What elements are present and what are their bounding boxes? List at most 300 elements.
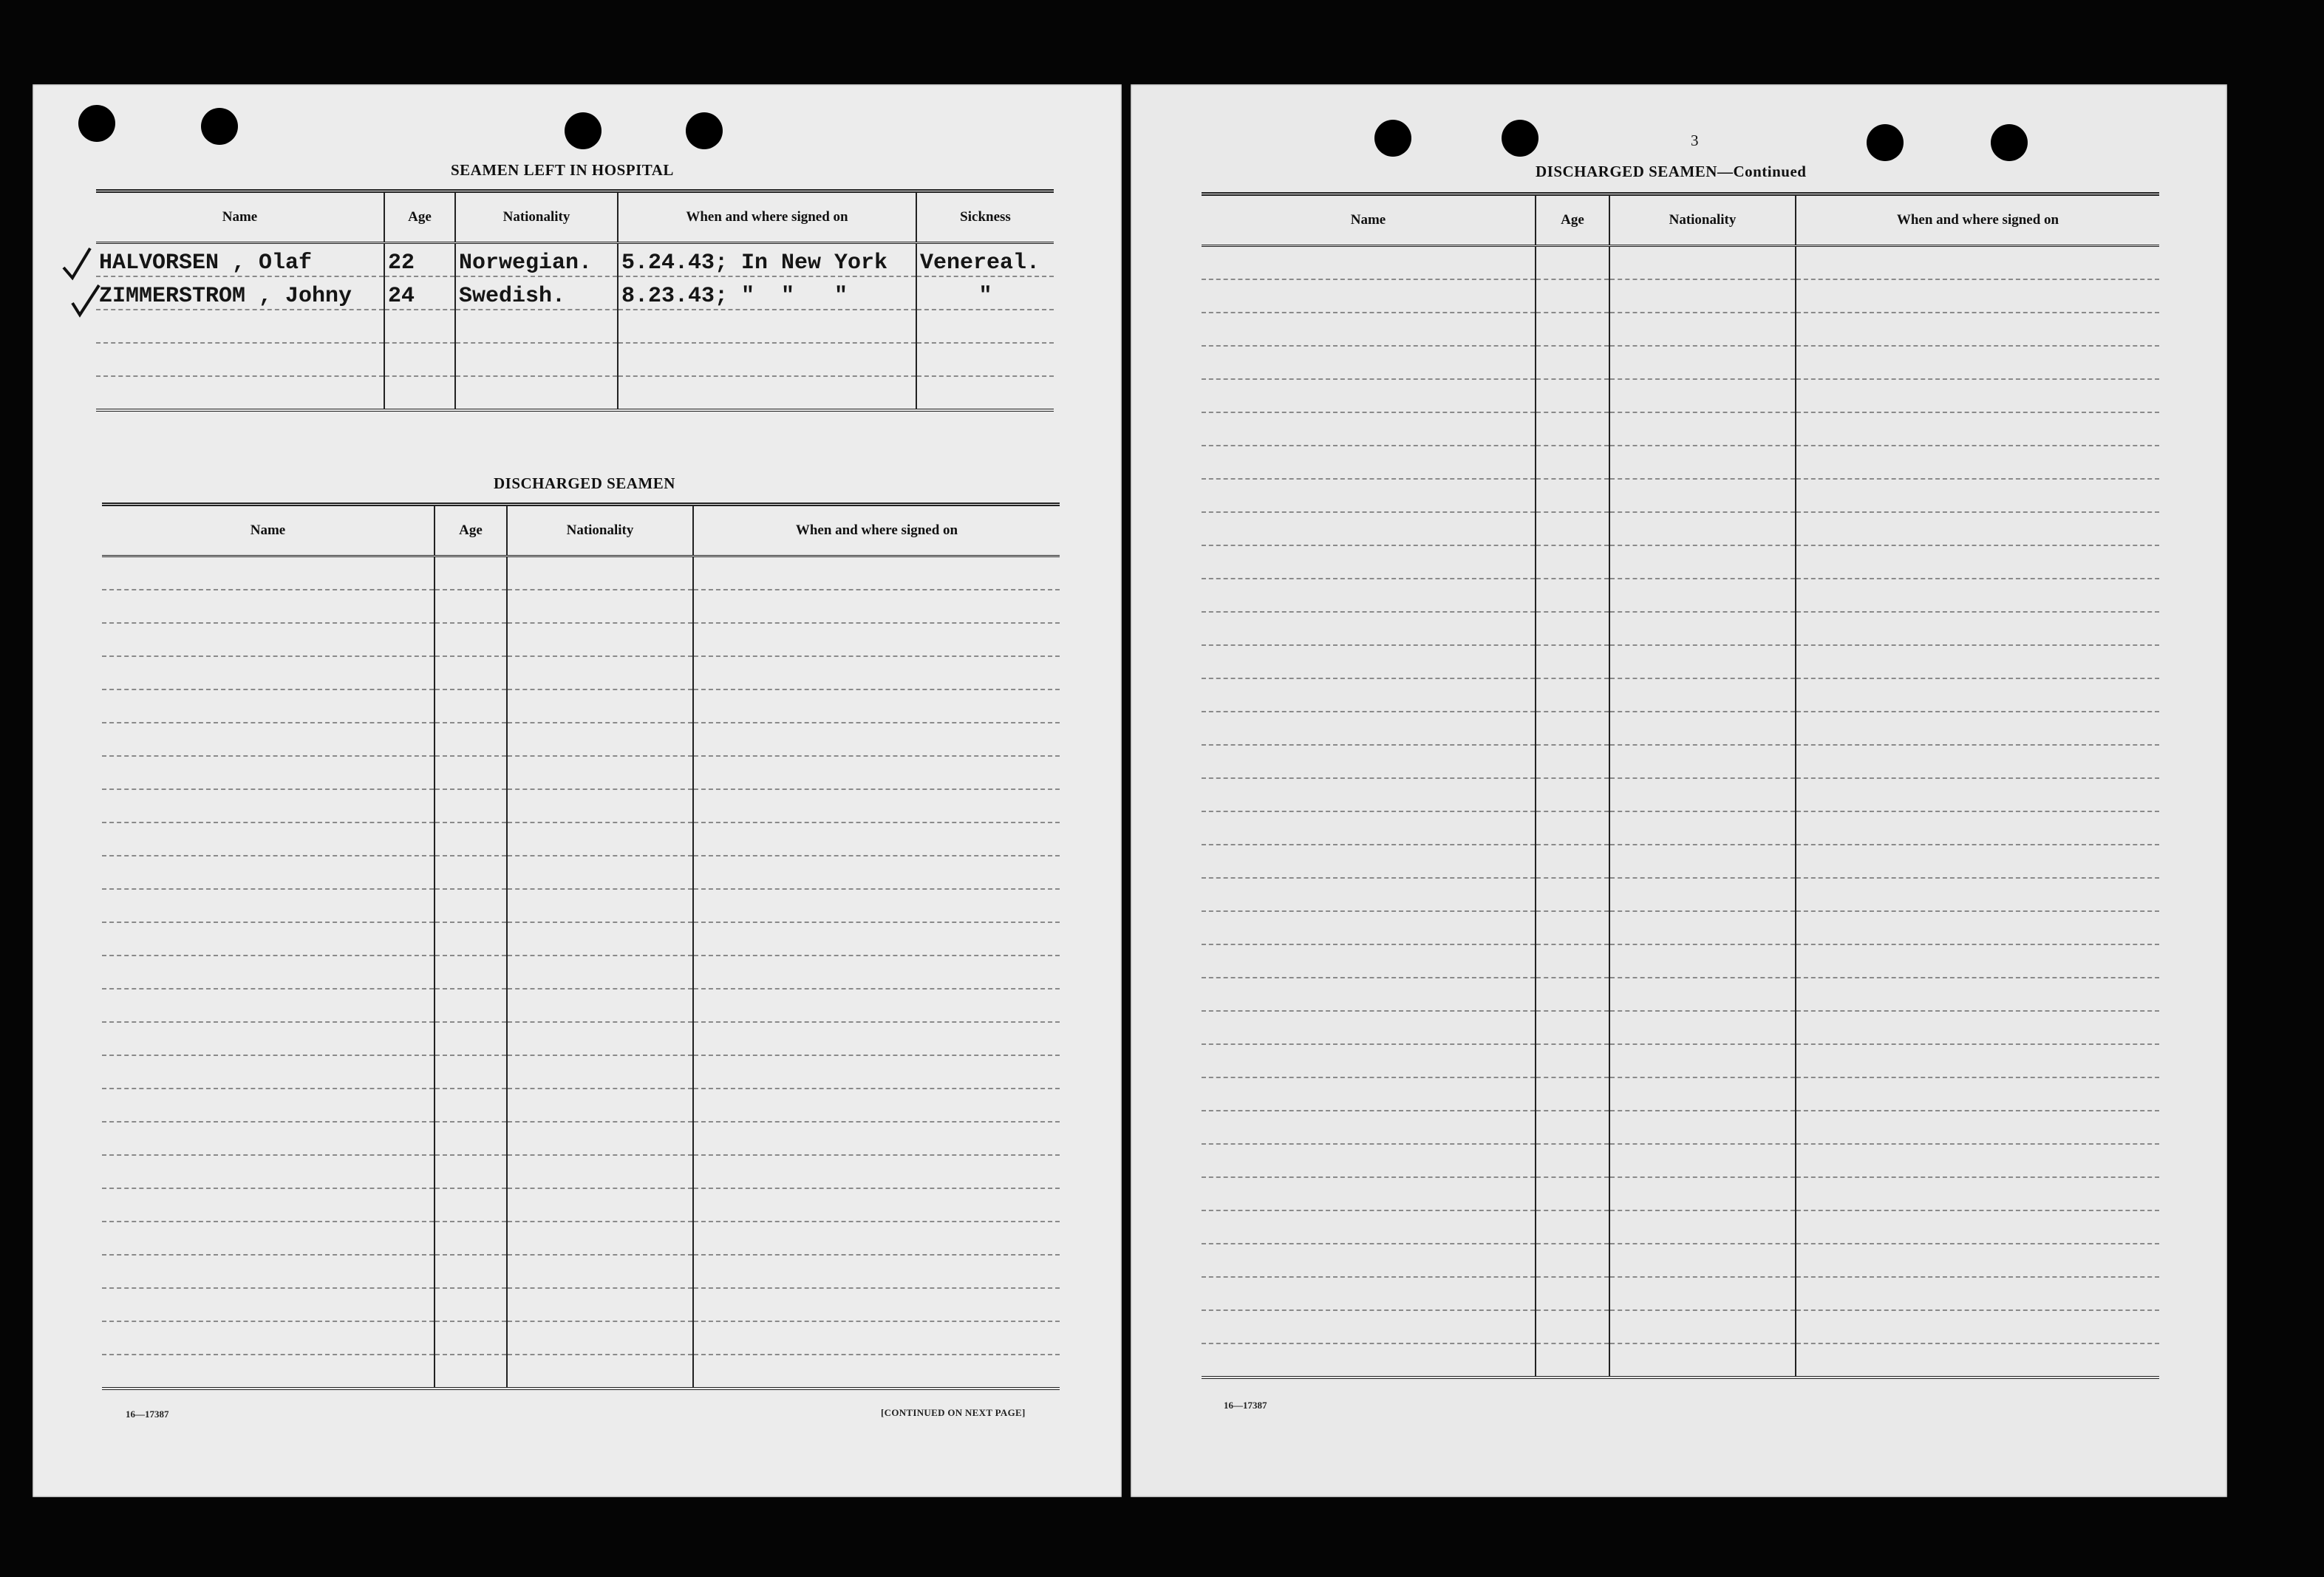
- empty-cell: [1536, 1077, 1609, 1111]
- check-mark-icon: [61, 245, 93, 282]
- empty-cell: [1796, 1244, 2159, 1277]
- empty-cell: [1202, 1011, 1536, 1044]
- form-number: 16—17387: [126, 1409, 169, 1420]
- table-header-row: [102, 505, 1060, 556]
- empty-cell: [507, 1122, 693, 1155]
- empty-cell: [1609, 745, 1796, 778]
- empty-cell: [507, 623, 693, 656]
- empty-cell: [1796, 1177, 2159, 1210]
- empty-cell: [102, 1055, 435, 1089]
- empty-cell: [1202, 512, 1536, 545]
- table-row: [1202, 246, 2159, 280]
- empty-cell: [1536, 778, 1609, 811]
- table-row: [1202, 811, 2159, 845]
- empty-cell: [693, 889, 1060, 922]
- empty-cell: [435, 1089, 507, 1122]
- table-row: [1202, 944, 2159, 978]
- empty-cell: [102, 556, 435, 590]
- empty-cell: [1536, 1044, 1609, 1077]
- empty-cell: [1536, 346, 1609, 379]
- empty-cell: [1796, 612, 2159, 645]
- column-header-nationality: Nationality: [455, 191, 618, 243]
- empty-cell: [102, 1089, 435, 1122]
- table-row: [102, 1321, 1060, 1355]
- empty-cell: [435, 989, 507, 1022]
- empty-cell: [435, 1255, 507, 1288]
- empty-cell: [507, 656, 693, 689]
- empty-cell: [507, 1089, 693, 1122]
- empty-cell: [1796, 1277, 2159, 1310]
- empty-cell: [435, 756, 507, 789]
- table-row: [1202, 279, 2159, 313]
- empty-cell: [693, 1188, 1060, 1222]
- table-row: [1202, 712, 2159, 745]
- empty-cell: [435, 1055, 507, 1089]
- empty-cell: [693, 1055, 1060, 1089]
- empty-cell: [1609, 778, 1796, 811]
- empty-cell: [693, 922, 1060, 956]
- empty-cell: [1202, 978, 1536, 1011]
- table-row: [102, 1288, 1060, 1321]
- empty-cell: [1609, 712, 1796, 745]
- empty-cell: [102, 1022, 435, 1055]
- table-row: [1202, 1343, 2159, 1377]
- table-row: [1202, 479, 2159, 512]
- empty-cell: [1796, 279, 2159, 313]
- table-row: [1202, 512, 2159, 545]
- empty-cell: [1536, 1111, 1609, 1144]
- empty-cell: [507, 1055, 693, 1089]
- empty-cell: [102, 1222, 435, 1255]
- empty-cell: [102, 590, 435, 623]
- empty-cell: [693, 1022, 1060, 1055]
- empty-cell: [1609, 1310, 1796, 1343]
- empty-cell: [435, 1288, 507, 1321]
- empty-cell: [102, 989, 435, 1022]
- empty-cell: [102, 1321, 435, 1355]
- empty-cell: [1202, 678, 1536, 712]
- empty-cell: [1536, 1144, 1609, 1177]
- table-row: [96, 276, 1054, 310]
- table-row: [96, 376, 1054, 410]
- empty-cell: [1609, 379, 1796, 412]
- empty-cell: [435, 623, 507, 656]
- empty-cell: [693, 1288, 1060, 1321]
- empty-cell: [1536, 579, 1609, 612]
- empty-cell: [1536, 811, 1609, 845]
- empty-cell: [102, 756, 435, 789]
- table-row: [1202, 911, 2159, 944]
- empty-cell: [435, 723, 507, 756]
- table-row: [1202, 346, 2159, 379]
- empty-cell: [1202, 1277, 1536, 1310]
- table-row: [1202, 579, 2159, 612]
- empty-cell: [1536, 1177, 1609, 1210]
- empty-cell: [1202, 778, 1536, 811]
- empty-cell: [1536, 678, 1609, 712]
- empty-cell: [1609, 845, 1796, 878]
- seaman-nationality: Norwegian.: [459, 251, 593, 276]
- empty-cell: [1609, 1077, 1796, 1111]
- empty-cell: [1609, 1244, 1796, 1277]
- punch-hole: [686, 112, 723, 149]
- empty-cell: [1202, 1044, 1536, 1077]
- empty-cell: [435, 1222, 507, 1255]
- empty-cell: [1796, 944, 2159, 978]
- seaman-name: HALVORSEN , Olaf: [99, 251, 313, 276]
- empty-cell: [1536, 1310, 1609, 1343]
- table-row: [102, 1222, 1060, 1255]
- empty-cell: [102, 856, 435, 889]
- table-row: [102, 556, 1060, 590]
- empty-cell: [1796, 1077, 2159, 1111]
- empty-cell: [1796, 712, 2159, 745]
- empty-cell: [1609, 313, 1796, 346]
- table-row: [102, 856, 1060, 889]
- empty-cell: [1202, 745, 1536, 778]
- table-row: [102, 1022, 1060, 1055]
- empty-cell: [507, 1188, 693, 1222]
- column-header-nationality: Nationality: [507, 505, 693, 556]
- seaman-sickness: ": [978, 284, 992, 309]
- empty-cell: [1796, 379, 2159, 412]
- form-number: 16—17387: [1224, 1400, 1267, 1411]
- empty-cell: [507, 1321, 693, 1355]
- empty-cell: [435, 1122, 507, 1155]
- empty-cell: [1202, 579, 1536, 612]
- empty-cell: [1796, 1111, 2159, 1144]
- table-row: [102, 922, 1060, 956]
- empty-cell: [693, 723, 1060, 756]
- empty-cell: [1796, 1210, 2159, 1244]
- empty-cell: [435, 556, 507, 590]
- empty-cell: [1796, 878, 2159, 911]
- empty-cell: [693, 556, 1060, 590]
- empty-cell: [1796, 479, 2159, 512]
- empty-cell: [1536, 446, 1609, 479]
- empty-cell: [1609, 1177, 1796, 1210]
- table-row: [96, 343, 1054, 376]
- empty-cell: [1536, 1244, 1609, 1277]
- empty-cell: [693, 956, 1060, 989]
- empty-cell: [1536, 279, 1609, 313]
- empty-cell: [1609, 678, 1796, 712]
- column-header-name: Name: [102, 505, 435, 556]
- empty-cell: [1796, 1310, 2159, 1343]
- empty-cell: [435, 956, 507, 989]
- column-header-signed-on: When and where signed on: [693, 505, 1060, 556]
- table-row: [1202, 612, 2159, 645]
- table-row: [102, 590, 1060, 623]
- empty-cell: [1202, 412, 1536, 446]
- table-row: [1202, 545, 2159, 579]
- empty-cell: [1202, 811, 1536, 845]
- empty-cell: [1202, 279, 1536, 313]
- empty-cell: [507, 789, 693, 822]
- empty-cell: [693, 656, 1060, 689]
- empty-cell: [693, 822, 1060, 856]
- empty-cell: [435, 1355, 507, 1389]
- empty-cell: [1609, 1044, 1796, 1077]
- empty-cell: [102, 956, 435, 989]
- empty-cell: [693, 1222, 1060, 1255]
- empty-cell: [1536, 845, 1609, 878]
- empty-cell: [1796, 412, 2159, 446]
- table-row: [1202, 412, 2159, 446]
- empty-cell: [1609, 978, 1796, 1011]
- empty-cell: [1202, 612, 1536, 645]
- empty-cell: [1536, 479, 1609, 512]
- empty-cell: [1202, 379, 1536, 412]
- table-row: [1202, 379, 2159, 412]
- empty-cell: [1202, 944, 1536, 978]
- empty-cell: [1202, 246, 1536, 280]
- empty-cell: [1609, 346, 1796, 379]
- empty-cell: [1536, 412, 1609, 446]
- right-page: [1131, 84, 2227, 1497]
- empty-cell: [435, 1321, 507, 1355]
- column-header-name: Name: [96, 191, 384, 243]
- empty-cell: [102, 656, 435, 689]
- discharged-table: [102, 503, 1060, 1390]
- empty-cell: [1796, 512, 2159, 545]
- table-row: [102, 756, 1060, 789]
- discharged-section-title: DISCHARGED SEAMEN: [494, 474, 675, 492]
- empty-cell: [1536, 379, 1609, 412]
- table-row: [1202, 1077, 2159, 1111]
- table-row: [1202, 446, 2159, 479]
- empty-cell: [1609, 645, 1796, 678]
- empty-cell: [1202, 1077, 1536, 1111]
- punch-hole: [1502, 120, 1538, 157]
- empty-cell: [507, 1355, 693, 1389]
- empty-cell: [1609, 878, 1796, 911]
- empty-cell: [1609, 911, 1796, 944]
- empty-cell: [507, 856, 693, 889]
- table-header-row: [1202, 194, 2159, 246]
- empty-cell: [693, 689, 1060, 723]
- column-header-age: Age: [384, 191, 455, 243]
- empty-cell: [1796, 346, 2159, 379]
- empty-cell: [1202, 1144, 1536, 1177]
- column-header-signed-on: When and where signed on: [1796, 194, 2159, 246]
- table-row: [102, 1122, 1060, 1155]
- empty-cell: [507, 1222, 693, 1255]
- empty-cell: [1536, 545, 1609, 579]
- empty-cell: [693, 1122, 1060, 1155]
- empty-cell: [1796, 911, 2159, 944]
- empty-cell: [693, 856, 1060, 889]
- empty-cell: [1202, 346, 1536, 379]
- empty-cell: [435, 656, 507, 689]
- empty-cell: [1609, 1277, 1796, 1310]
- empty-cell: [1796, 978, 2159, 1011]
- punch-hole: [201, 108, 238, 145]
- empty-cell: [693, 1089, 1060, 1122]
- empty-cell: [693, 590, 1060, 623]
- empty-cell: [693, 989, 1060, 1022]
- empty-cell: [435, 822, 507, 856]
- table-row: [102, 889, 1060, 922]
- empty-cell: [435, 856, 507, 889]
- empty-cell: [1609, 1144, 1796, 1177]
- empty-cell: [693, 789, 1060, 822]
- empty-cell: [507, 1155, 693, 1188]
- empty-cell: [1536, 878, 1609, 911]
- empty-cell: [1202, 645, 1536, 678]
- table-row: [1202, 978, 2159, 1011]
- continued-note: [CONTINUED ON NEXT PAGE]: [881, 1407, 1026, 1418]
- table-row: [102, 989, 1060, 1022]
- table-row: [1202, 878, 2159, 911]
- table-row: [102, 789, 1060, 822]
- empty-cell: [1536, 944, 1609, 978]
- seaman-name: ZIMMERSTROM , Johny: [99, 284, 352, 309]
- empty-cell: [1796, 313, 2159, 346]
- empty-cell: [1202, 1244, 1536, 1277]
- empty-cell: [1202, 1177, 1536, 1210]
- empty-cell: [693, 756, 1060, 789]
- empty-cell: [1796, 579, 2159, 612]
- empty-cell: [693, 1255, 1060, 1288]
- empty-cell: [507, 1022, 693, 1055]
- empty-cell: [435, 889, 507, 922]
- empty-cell: [1609, 246, 1796, 280]
- empty-cell: [1609, 1011, 1796, 1044]
- seaman-nationality: Swedish.: [459, 284, 566, 309]
- empty-cell: [1202, 313, 1536, 346]
- empty-cell: [1609, 1343, 1796, 1377]
- empty-cell: [102, 1155, 435, 1188]
- empty-cell: [1536, 712, 1609, 745]
- empty-cell: [1796, 545, 2159, 579]
- table-row: [102, 656, 1060, 689]
- empty-cell: [1609, 479, 1796, 512]
- empty-cell: [507, 1255, 693, 1288]
- table-row: [102, 1089, 1060, 1122]
- table-row: [102, 1055, 1060, 1089]
- empty-cell: [1202, 1210, 1536, 1244]
- hospital-section-title: SEAMEN LEFT IN HOSPITAL: [451, 161, 674, 179]
- empty-cell: [693, 1321, 1060, 1355]
- table-row: [96, 243, 1054, 277]
- empty-cell: [1609, 279, 1796, 313]
- empty-cell: [102, 789, 435, 822]
- empty-cell: [507, 889, 693, 922]
- table-header-row: [96, 191, 1054, 243]
- empty-cell: [102, 1255, 435, 1288]
- empty-cell: [1202, 845, 1536, 878]
- empty-cell: [1796, 1144, 2159, 1177]
- empty-cell: [1202, 446, 1536, 479]
- empty-cell: [1536, 246, 1609, 280]
- empty-cell: [507, 922, 693, 956]
- seaman-signed-on: 8.23.43; " " ": [621, 284, 848, 309]
- table-row: [1202, 1111, 2159, 1144]
- empty-cell: [1796, 778, 2159, 811]
- empty-cell: [102, 889, 435, 922]
- empty-cell: [102, 1355, 435, 1389]
- table-row: [1202, 1277, 2159, 1310]
- punch-hole: [1867, 124, 1904, 161]
- table-row: [1202, 778, 2159, 811]
- empty-cell: [1609, 412, 1796, 446]
- empty-cell: [507, 756, 693, 789]
- seaman-sickness: Venereal.: [920, 251, 1040, 276]
- empty-cell: [1609, 512, 1796, 545]
- empty-cell: [1796, 1011, 2159, 1044]
- empty-cell: [435, 789, 507, 822]
- empty-cell: [1609, 579, 1796, 612]
- table-row: [102, 956, 1060, 989]
- empty-cell: [102, 1122, 435, 1155]
- empty-cell: [1609, 545, 1796, 579]
- empty-cell: [102, 723, 435, 756]
- empty-cell: [1796, 845, 2159, 878]
- empty-cell: [1202, 1111, 1536, 1144]
- table-row: [102, 1255, 1060, 1288]
- punch-hole: [1991, 124, 2028, 161]
- empty-cell: [1536, 745, 1609, 778]
- empty-cell: [507, 590, 693, 623]
- table-row: [102, 623, 1060, 656]
- hospital-table: [96, 189, 1054, 412]
- table-row: [1202, 1310, 2159, 1343]
- empty-cell: [1536, 1277, 1609, 1310]
- column-header-nationality: Nationality: [1609, 194, 1796, 246]
- empty-cell: [1609, 811, 1796, 845]
- seaman-age: 22: [388, 251, 415, 276]
- empty-cell: [1202, 479, 1536, 512]
- empty-cell: [1536, 612, 1609, 645]
- column-header-age: Age: [435, 505, 507, 556]
- table-row: [1202, 1210, 2159, 1244]
- empty-cell: [102, 623, 435, 656]
- empty-cell: [1202, 911, 1536, 944]
- empty-cell: [1796, 446, 2159, 479]
- empty-cell: [1796, 1044, 2159, 1077]
- empty-cell: [102, 689, 435, 723]
- empty-cell: [102, 922, 435, 956]
- empty-cell: [1536, 1343, 1609, 1377]
- empty-cell: [1536, 313, 1609, 346]
- empty-cell: [435, 590, 507, 623]
- empty-cell: [1202, 1310, 1536, 1343]
- empty-cell: [1796, 678, 2159, 712]
- table-row: [102, 1355, 1060, 1389]
- table-row: [102, 822, 1060, 856]
- empty-cell: [435, 922, 507, 956]
- column-header-name: Name: [1202, 194, 1536, 246]
- table-row: [102, 723, 1060, 756]
- empty-cell: [1609, 446, 1796, 479]
- table-row: [1202, 1144, 2159, 1177]
- empty-cell: [507, 1288, 693, 1321]
- empty-cell: [1796, 811, 2159, 845]
- empty-cell: [507, 822, 693, 856]
- empty-cell: [1609, 612, 1796, 645]
- discharged-continued-table: [1202, 192, 2159, 1379]
- empty-cell: [507, 723, 693, 756]
- table-row: [1202, 1177, 2159, 1210]
- empty-cell: [1536, 978, 1609, 1011]
- seaman-signed-on: 5.24.43; In New York: [621, 251, 888, 276]
- empty-cell: [507, 689, 693, 723]
- empty-cell: [693, 1355, 1060, 1389]
- empty-cell: [1609, 1210, 1796, 1244]
- table-row: [102, 1188, 1060, 1222]
- empty-cell: [507, 556, 693, 590]
